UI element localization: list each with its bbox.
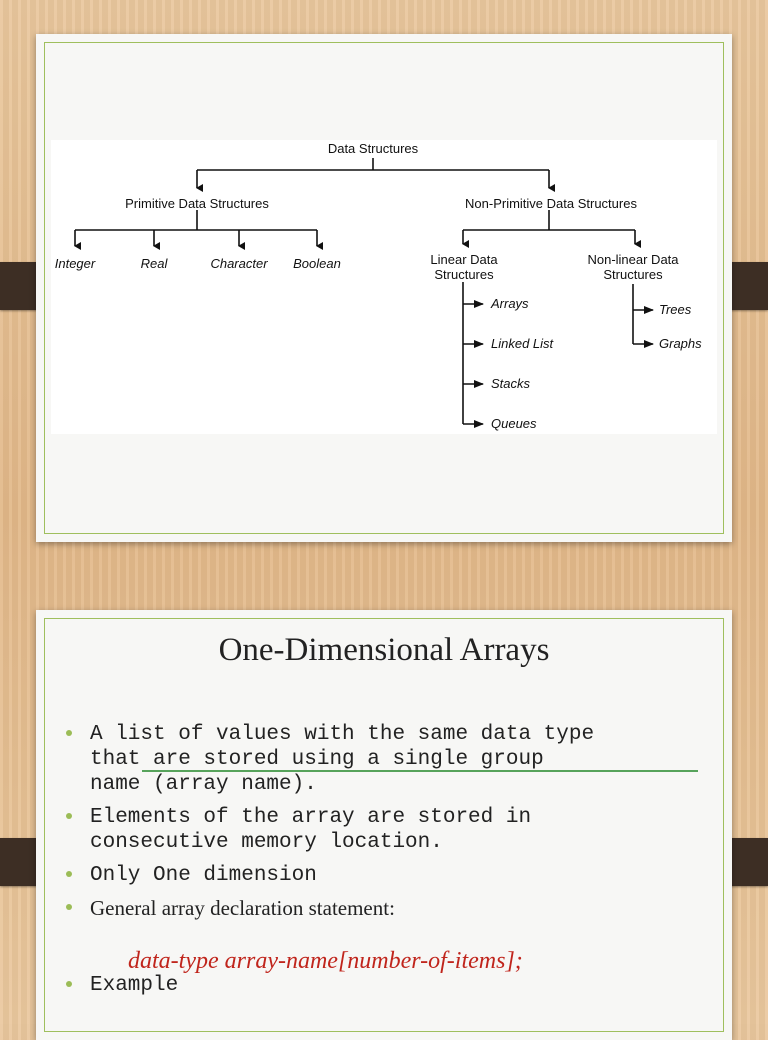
data-structures-diagram [51,140,717,434]
node-linked-list: Linked List [491,336,554,351]
bullet-dot [66,813,72,819]
bullet-item [66,722,716,797]
bullet-text: consecutive memory location. [90,831,443,854]
node-root: Data Structures [327,141,419,156]
node-queues: Queues [491,416,537,431]
bullet-item [66,896,716,921]
node-non-primitive: Non-Primitive Data Structures [465,196,637,211]
node-nonlinear-line1: Non-linear Data [587,252,679,267]
slide-title: One-Dimensional Arrays [218,632,550,668]
node-stacks: Stacks [491,376,531,391]
bullet-dot [66,730,72,736]
bullet-text: Only One dimension [90,864,317,887]
node-real: Real [140,256,168,271]
declaration-syntax: data-type array-name[number-of-items]; [128,948,523,974]
node-integer: Integer [54,256,96,271]
bullet-item [66,805,716,855]
node-arrays: Arrays [491,296,529,311]
bullet-text: Example [90,974,179,997]
bullet-item [66,973,716,998]
slide-data-structures [36,34,732,542]
bullet-text: Elements of the array are stored in [90,806,532,829]
node-linear-line1: Linear Data [430,252,498,267]
node-primitive: Primitive Data Structures [125,196,269,211]
node-linear-line2: Structures [434,267,494,282]
bullet-text: that are stored using a single group [90,748,544,771]
bullet-item [66,863,716,888]
bullet-dot [66,904,72,910]
slide-one-dimensional-arrays [36,610,732,1040]
bullet-text: A list of values with the same data type [90,723,595,746]
bullet-dot [66,981,72,987]
node-boolean: Boolean [293,256,341,271]
node-nonlinear-line2: Structures [603,267,663,282]
bullet-text: name (array name). [90,773,317,796]
node-graphs: Graphs [659,336,702,351]
node-character: Character [210,256,268,271]
bullet-text: General array declaration statement: [90,896,395,920]
bullet-dot [66,871,72,877]
node-trees: Trees [659,302,692,317]
